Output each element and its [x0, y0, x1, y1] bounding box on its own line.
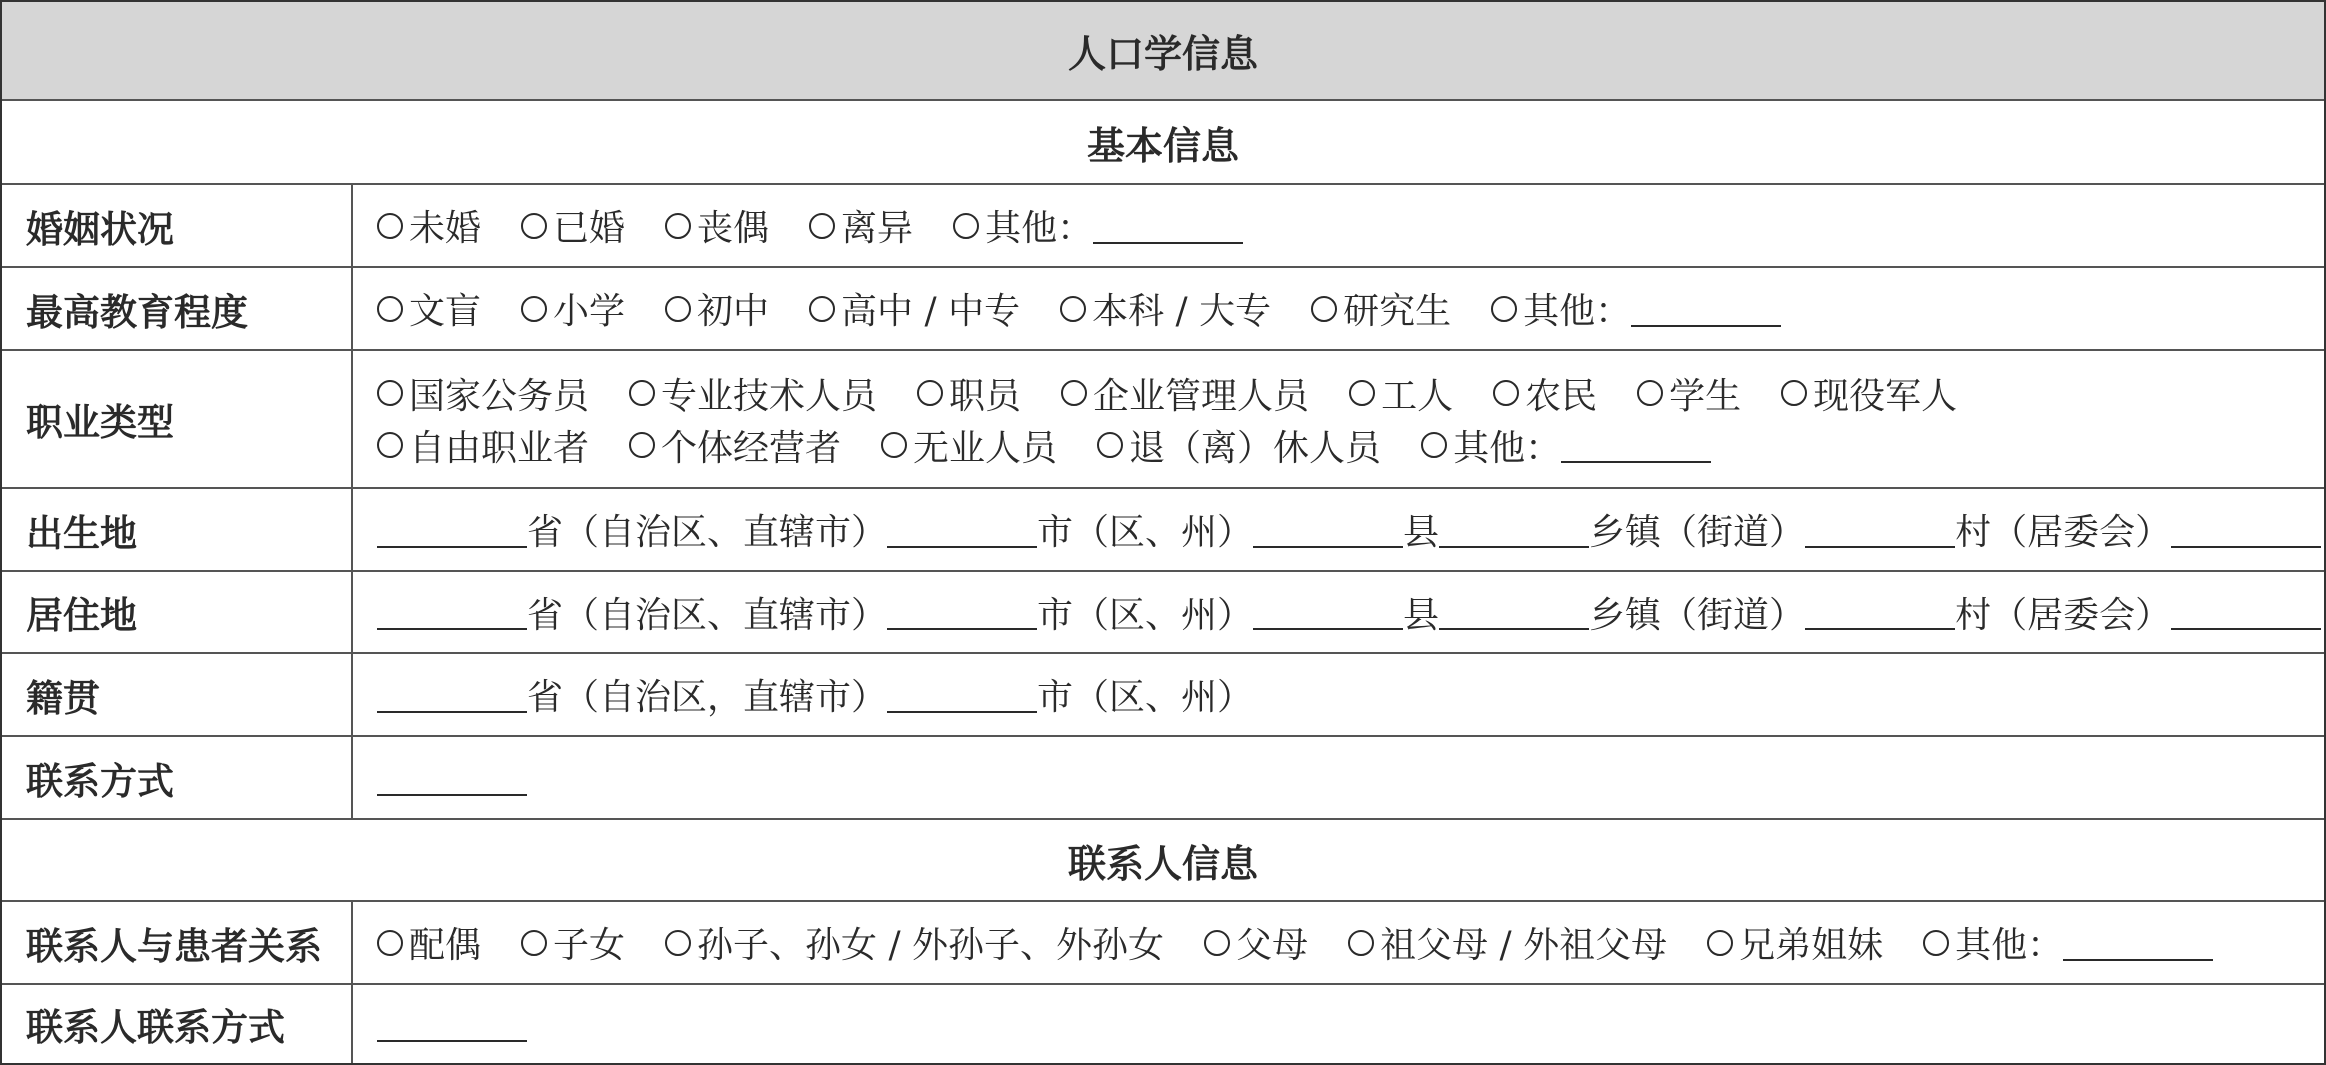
radio-occ-freelancer[interactable]: 自由职业者: [377, 420, 589, 471]
radio-circle-icon: [1493, 380, 1519, 406]
residence-village-blank[interactable]: [1805, 594, 1955, 630]
contact-phone-field: [353, 985, 2324, 1063]
row-marital-status: [2, 185, 2324, 268]
radio-occ-worker[interactable]: 工人: [1349, 368, 1453, 419]
label-occupation: 职业类型: [2, 351, 353, 487]
residence-county-blank[interactable]: [1253, 594, 1403, 630]
radio-circle-icon: [1491, 296, 1517, 322]
radio-occ-technical[interactable]: 专业技术人员: [629, 368, 877, 419]
birthplace-county-label: 县: [1403, 512, 1440, 553]
radio-occ-self-employed[interactable]: 个体经营者: [629, 420, 841, 471]
radio-edu-junior[interactable]: 初中: [665, 283, 769, 334]
radio-circle-icon: [377, 296, 403, 322]
radio-circle-icon: [377, 930, 403, 956]
radio-circle-icon: [1637, 380, 1663, 406]
radio-marital-single[interactable]: 未婚: [377, 200, 481, 251]
birthplace-city-blank[interactable]: [887, 512, 1037, 548]
section-title-contact: 联系人信息: [1067, 840, 1258, 886]
radio-edu-illiterate[interactable]: 文盲: [377, 283, 481, 334]
radio-edu-primary[interactable]: 小学: [521, 283, 625, 334]
radio-circle-icon: [629, 380, 655, 406]
radio-occ-other[interactable]: 其他：: [1421, 420, 1711, 471]
form-title: 人口学信息: [1067, 31, 1258, 76]
residence-end-blank[interactable]: [2171, 594, 2321, 630]
radio-circle-icon: [953, 213, 979, 239]
birthplace-end-blank[interactable]: [2171, 512, 2321, 548]
radio-circle-icon: [521, 213, 547, 239]
birthplace-town-label: 乡镇（街道）: [1589, 512, 1806, 553]
birthplace-fields: [353, 489, 2324, 570]
label-marital-status: 婚姻状况: [2, 185, 353, 266]
radio-occ-civil-servant[interactable]: 国家公务员: [377, 368, 589, 419]
birthplace-city-label: 市（区、州）: [1037, 512, 1254, 553]
radio-edu-graduate[interactable]: 研究生: [1311, 283, 1451, 334]
radio-circle-icon: [665, 296, 691, 322]
row-education: [2, 268, 2324, 351]
radio-circle-icon: [1348, 930, 1374, 956]
birthplace-village-label: 村（居委会）: [1955, 512, 2172, 553]
radio-edu-college[interactable]: 本科 / 大专: [1060, 283, 1271, 334]
occupation-options: [353, 351, 2324, 487]
radio-circle-icon: [881, 432, 907, 458]
radio-occ-clerk[interactable]: 职员: [917, 368, 1021, 419]
radio-marital-married[interactable]: 已婚: [521, 200, 625, 251]
radio-rel-parents[interactable]: 父母: [1204, 917, 1308, 968]
radio-circle-icon: [1060, 296, 1086, 322]
radio-circle-icon: [1421, 432, 1447, 458]
education-options: [353, 268, 2324, 349]
birthplace-province-label: 省（自治区、直辖市）: [527, 512, 888, 553]
label-contact-phone: 联系人联系方式: [2, 985, 353, 1063]
radio-circle-icon: [665, 930, 691, 956]
birthplace-village-blank[interactable]: [1805, 512, 1955, 548]
residence-town-label: 乡镇（街道）: [1589, 594, 1806, 636]
row-relation: [2, 902, 2324, 985]
residence-town-blank[interactable]: [1439, 594, 1589, 630]
radio-circle-icon: [665, 213, 691, 239]
row-native-place: [2, 654, 2324, 737]
radio-rel-siblings[interactable]: 兄弟姐妹: [1707, 917, 1883, 968]
residence-city-label: 市（区、州）: [1037, 594, 1254, 636]
native-city-label: 市（区、州）: [1037, 677, 1254, 718]
radio-marital-widowed[interactable]: 丧偶: [665, 200, 769, 251]
radio-edu-other[interactable]: 其他：: [1491, 283, 1781, 334]
row-birthplace: [2, 489, 2324, 572]
native-province-blank[interactable]: [377, 677, 527, 713]
form-title-row: [2, 2, 2324, 101]
radio-rel-children[interactable]: 子女: [521, 917, 625, 968]
residence-city-blank[interactable]: [887, 594, 1037, 630]
radio-circle-icon: [917, 380, 943, 406]
birthplace-town-blank[interactable]: [1439, 512, 1589, 548]
radio-circle-icon: [629, 432, 655, 458]
radio-circle-icon: [377, 213, 403, 239]
radio-edu-senior[interactable]: 高中 / 中专: [809, 283, 1020, 334]
radio-rel-spouse[interactable]: 配偶: [377, 917, 481, 968]
radio-rel-grandparents[interactable]: 祖父母 / 外祖父母: [1348, 917, 1667, 968]
radio-circle-icon: [1311, 296, 1337, 322]
section-title-basic: 基本信息: [1086, 122, 1239, 168]
label-birthplace: 出生地: [2, 489, 353, 570]
relation-other-blank[interactable]: [2063, 925, 2213, 961]
residence-province-blank[interactable]: [377, 594, 527, 630]
marital-other-blank[interactable]: [1093, 208, 1243, 244]
radio-circle-icon: [1781, 380, 1807, 406]
radio-circle-icon: [1204, 930, 1230, 956]
radio-circle-icon: [377, 380, 403, 406]
occupation-other-blank[interactable]: [1561, 427, 1711, 463]
residence-village-label: 村（居委会）: [1955, 594, 2172, 636]
radio-circle-icon: [521, 296, 547, 322]
relation-options: [353, 902, 2324, 983]
label-residence: 居住地: [2, 572, 353, 652]
label-education: 最高教育程度: [2, 268, 353, 349]
radio-occ-farmer[interactable]: 农民: [1493, 368, 1597, 419]
native-province-label: 省（自治区，直辖市）: [527, 677, 888, 718]
radio-rel-grandchildren[interactable]: 孙子、孙女 / 外孙子、外孙女: [665, 917, 1164, 968]
row-phone: [2, 737, 2324, 820]
radio-circle-icon: [1097, 432, 1123, 458]
row-occupation: [2, 351, 2324, 489]
label-relation: 联系人与患者关系: [2, 902, 353, 983]
phone-field: [353, 737, 2324, 818]
native-place-fields: [353, 654, 2324, 735]
residence-province-label: 省（自治区、直辖市）: [527, 594, 888, 636]
native-city-blank[interactable]: [887, 677, 1037, 713]
radio-circle-icon: [1707, 930, 1733, 956]
marital-options: [353, 185, 2324, 266]
radio-marital-divorced[interactable]: 离异: [809, 200, 913, 251]
birthplace-county-blank[interactable]: [1253, 512, 1403, 548]
residence-fields: [353, 572, 2324, 652]
radio-circle-icon: [809, 296, 835, 322]
row-contact-phone: [2, 985, 2324, 1063]
phone-blank[interactable]: [377, 760, 527, 796]
row-residence: [2, 572, 2324, 654]
residence-county-label: 县: [1403, 594, 1440, 636]
radio-rel-other[interactable]: 其他：: [1923, 917, 2213, 968]
education-other-blank[interactable]: [1631, 291, 1781, 327]
label-native-place: 籍贯: [2, 654, 353, 735]
radio-occ-soldier[interactable]: 现役军人: [1781, 368, 1957, 419]
radio-circle-icon: [377, 432, 403, 458]
radio-occ-student[interactable]: 学生: [1637, 368, 1741, 419]
radio-circle-icon: [521, 930, 547, 956]
radio-occ-manager[interactable]: 企业管理人员: [1061, 368, 1309, 419]
radio-occ-unemployed[interactable]: 无业人员: [881, 420, 1057, 471]
radio-circle-icon: [1061, 380, 1087, 406]
radio-circle-icon: [1349, 380, 1375, 406]
section-basic-info: [2, 101, 2324, 185]
radio-occ-retired[interactable]: 退（离）休人员: [1097, 420, 1381, 471]
birthplace-province-blank[interactable]: [377, 512, 527, 548]
radio-circle-icon: [1923, 930, 1949, 956]
contact-phone-blank[interactable]: [377, 1006, 527, 1042]
section-contact-info: [2, 820, 2324, 902]
label-phone: 联系方式: [2, 737, 353, 818]
radio-circle-icon: [809, 213, 835, 239]
radio-marital-other[interactable]: 其他：: [953, 200, 1243, 251]
